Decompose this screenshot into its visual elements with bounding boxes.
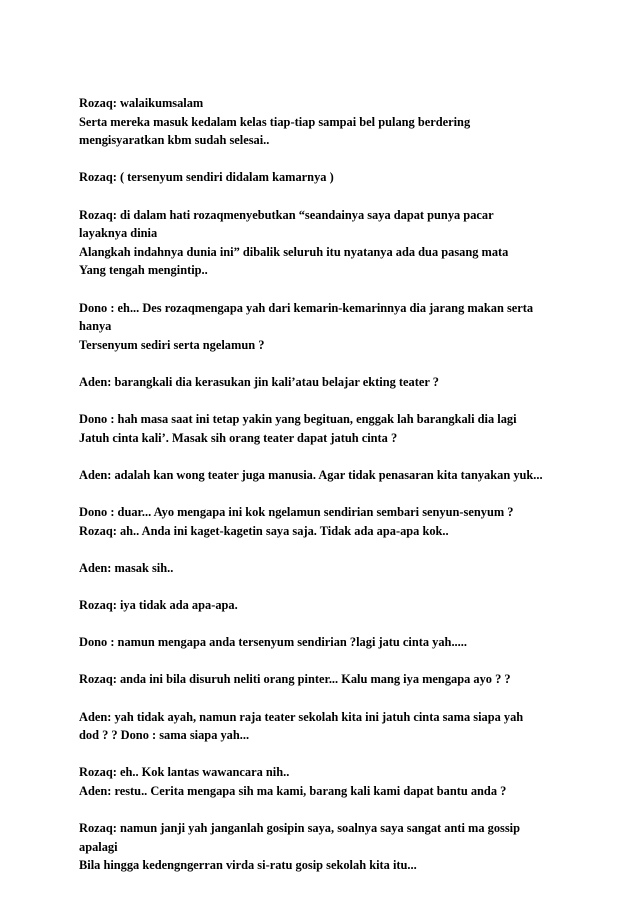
document-body (79, 94, 579, 894)
text-line: Aden: yah tidak ayah, namun raja teater sekolah kita ini jatuh cinta sama siapa yah (79, 709, 524, 724)
text-line: Rozaq: eh.. Kok lantas wawancara nih.. (79, 765, 290, 780)
text-line: dod ? ? Dono : sama siapa yah... (79, 728, 250, 743)
text-line: Tersenyum sediri serta ngelamun ? (79, 337, 265, 352)
text-line: Dono : duar... Ayo mengapa ini kok ngelamun sendirian sembari senyun-senyum ? (79, 505, 514, 520)
paragraph-12 (79, 670, 579, 689)
paragraph-1 (79, 94, 579, 150)
text-line: Rozaq: ( tersenyum sendiri didalam kamarnya ) (79, 170, 334, 185)
text-line: Bila hingga kedengngerran virda si-ratu gosip sekolah kita itu... (79, 858, 417, 873)
text-line: Dono : namun mengapa anda tersenyum sendirian ?lagi jatu cinta yah..... (79, 635, 467, 650)
text-line: hanya (79, 319, 112, 334)
text-line: Rozaq: iya tidak ada apa-apa. (79, 598, 238, 613)
paragraph-11 (79, 633, 579, 652)
text-line: Jatuh cinta kali’. Masak sih orang teater dapat jatuh cinta ? (79, 430, 398, 445)
text-line: Alangkah indahnya dunia ini” dibalik seluruh itu nyatanya ada dua pasang mata (79, 244, 509, 259)
paragraph-10 (79, 596, 579, 615)
text-line: Dono : hah masa saat ini tetap yakin yang begituan, enggak lah barangkali dia lagi (79, 412, 517, 427)
text-line: Rozaq: di dalam hati rozaqmenyebutkan “seandainya saya dapat punya pacar (79, 207, 494, 222)
text-line: Yang tengah mengintip.. (79, 263, 208, 278)
text-line: Aden: masak sih.. (79, 560, 174, 575)
text-line: Dono : eh... Des rozaqmengapa yah dari kemarin-kemarinnya dia jarang makan serta (79, 300, 534, 315)
text-line: Aden: restu.. Cerita mengapa sih ma kami, barang kali kami dapat bantu anda ? (79, 783, 507, 798)
paragraph-3 (79, 206, 579, 280)
text-line: apalagi (79, 839, 118, 854)
text-line: layaknya dinia (79, 226, 158, 241)
paragraph-8 (79, 503, 579, 540)
text-line: Serta mereka masuk kedalam kelas tiap-tiap sampai bel pulang berdering (79, 114, 471, 129)
paragraph-9 (79, 559, 579, 578)
paragraph-6 (79, 410, 579, 447)
text-line: Aden: barangkali dia kerasukan jin kali’atau belajar ekting teater ? (79, 374, 439, 389)
text-line: mengisyaratkan kbm sudah selesai.. (79, 133, 270, 148)
text-line: Rozaq: namun janji yah janganlah gosipin saya, soalnya saya sangat anti ma gossip (79, 821, 520, 836)
text-line: Rozaq: anda ini bila disuruh neliti orang pinter... Kalu mang iya mengapa ayo ? ? (79, 672, 511, 687)
text-line: Aden: adalah kan wong teater juga manusia. Agar tidak penasaran kita tanyakan yuk... (79, 467, 543, 482)
paragraph-13 (79, 708, 579, 745)
paragraph-2 (79, 168, 579, 187)
text-line: Rozaq: walaikumsalam (79, 96, 204, 110)
paragraph-4 (79, 299, 579, 355)
paragraph-7 (79, 466, 579, 485)
paragraph-15 (79, 819, 579, 875)
paragraph-5 (79, 373, 579, 392)
paragraph-14 (79, 763, 579, 800)
text-line: Rozaq: ah.. Anda ini kaget-kagetin saya saja. Tidak ada apa-apa kok.. (79, 523, 449, 538)
